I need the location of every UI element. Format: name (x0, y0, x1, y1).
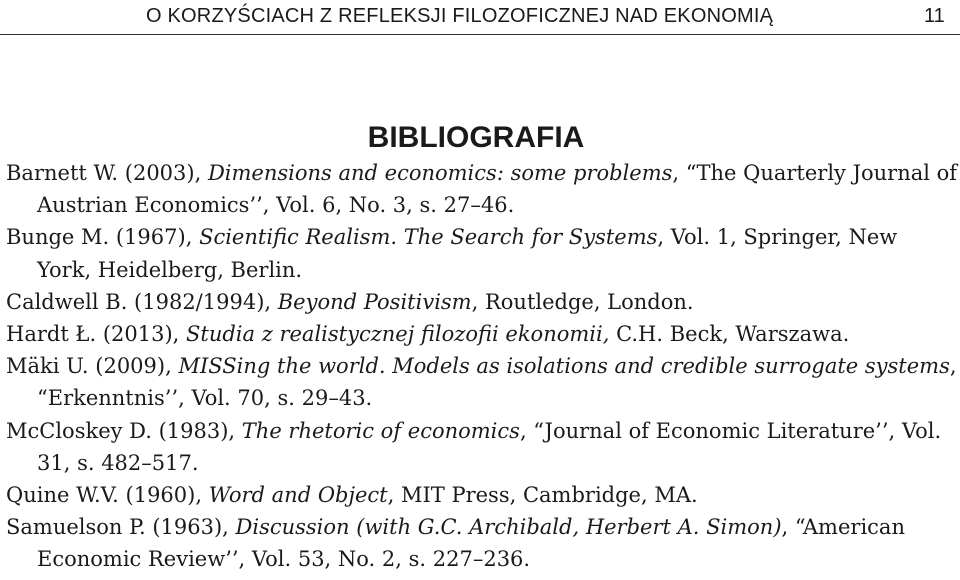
running-title: O KORZYŚCIACH Z REFLEKSJI FILOZOFICZNEJ NAD EKONOMIĄ (146, 5, 774, 27)
entry-author-year: Mäki U. (2009), (6, 354, 179, 379)
page-number: 11 (924, 5, 945, 27)
bibliography-entry (6, 221, 958, 285)
section-heading (0, 121, 960, 155)
running-head (0, 0, 960, 36)
entry-title: Word and Object (208, 483, 388, 508)
entry-source: , Vol. 1, Springer, New York, Heidelberg, Berlin. (37, 225, 898, 282)
entry-author-year: Barnett W. (2003), (6, 161, 208, 185)
entry-source: , Routledge, London. (471, 289, 694, 314)
entry-author-year: Hardt Ł. (2013), (6, 322, 187, 347)
bibliography-entry (6, 479, 958, 511)
entry-title: The rhetoric of economics (241, 418, 520, 443)
entry-source: , “The Quarterly Journal of Austrian Economics’’, Vol. 6, No. 3, s. 27–46. (37, 161, 958, 218)
entry-source: , MIT Press, Cambridge, MA. (387, 483, 698, 508)
entry-author-year: Quine W.V. (1960), (6, 483, 209, 508)
entry-author-year: Caldwell B. (1982/1994), (6, 289, 278, 314)
entry-source: C.H. Beck, Warszawa. (609, 322, 850, 347)
bibliography-entry (6, 286, 958, 318)
entry-title: Discussion (with G.C. Archibald, Herbert A. Simon) (235, 515, 782, 540)
entry-title: MISSing the world. Models as isolations and credible surrogate systems (178, 354, 950, 379)
header-rule (0, 34, 960, 35)
bibliography-list (6, 157, 958, 576)
entry-source: , “Journal of Economic Literature’’, Vol. 31, s. 482–517. (37, 418, 942, 475)
section-heading-text: BIBLIOGRAFIA (367, 120, 585, 154)
bibliography-entry (6, 511, 958, 575)
entry-author-year: McCloskey D. (1983), (6, 418, 242, 443)
bibliography-entry (6, 415, 958, 479)
entry-title: Scientific Realism. The Search for Systems (199, 225, 658, 250)
entry-title: Studia z realistycznej filozofii ekonomii, (186, 322, 610, 347)
bibliography-entry (6, 350, 958, 414)
entry-title: Dimensions and economics: some problems (207, 161, 673, 185)
entry-source: , “Erkenntnis’’, Vol. 70, s. 29–43. (37, 354, 957, 411)
entry-source: , “American Economic Review’’, Vol. 53, No. 2, s. 227–236. (37, 515, 905, 572)
entry-title: Beyond Positivism (277, 289, 472, 314)
bibliography-entry (6, 318, 958, 350)
entry-author-year: Bunge M. (1967), (6, 225, 200, 250)
entry-author-year: Samuelson P. (1963), (6, 515, 236, 540)
bibliography-entry (6, 157, 958, 221)
